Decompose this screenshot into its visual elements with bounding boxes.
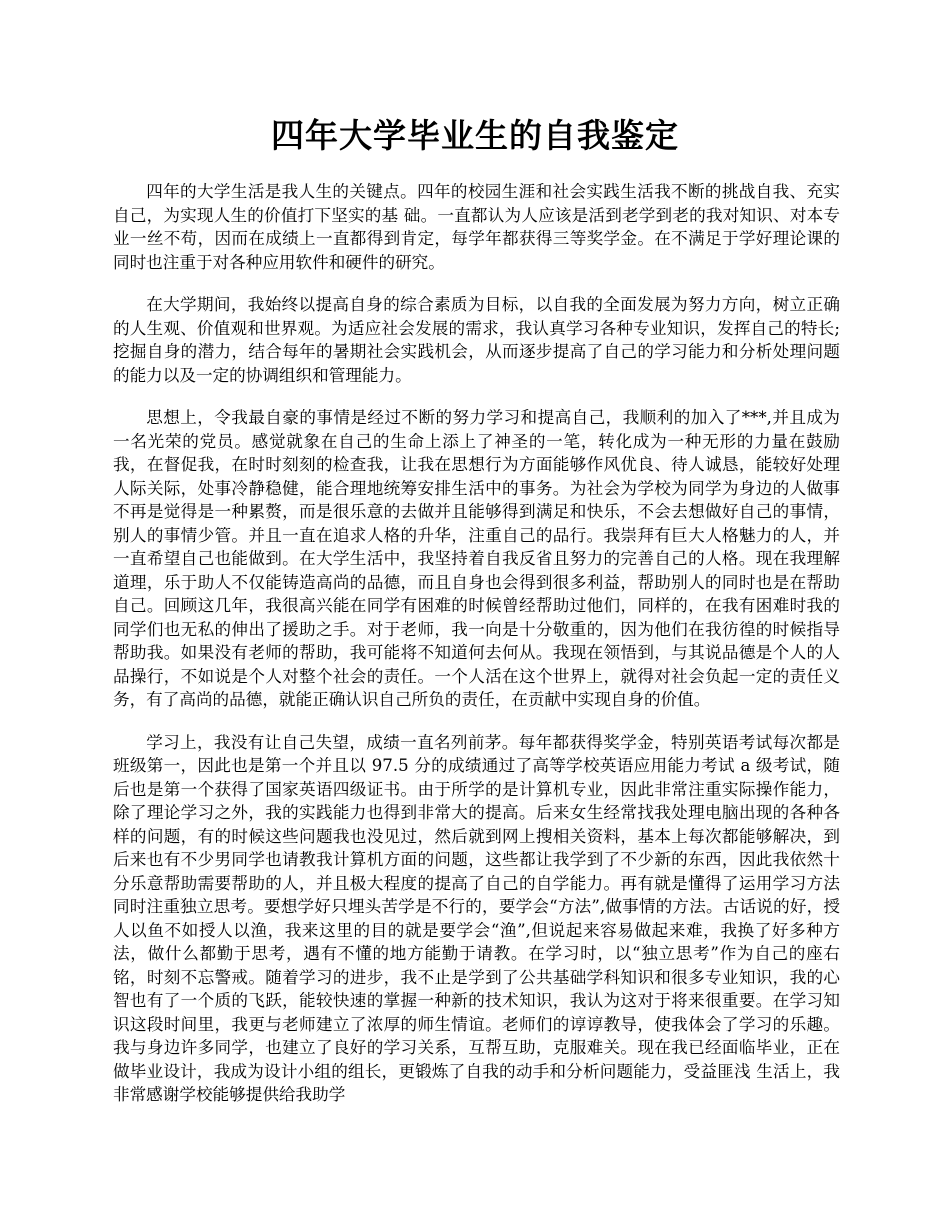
page-title: 四年大学毕业生的自我鉴定 bbox=[271, 116, 679, 155]
paragraph-study: 学习上，我没有让自己失望，成绩一直名列前茅。每年都获得奖学金，特别英语考试每次都是班级第一，因此也是第一个并且以 97.5 分的成绩通过了高等学校英语应用能力考试 a 级考试，随后也是第一个获得了国家英语四级证书。由于所学的是计算机专业，因此非常注重实际操作能力，除了理论学习之外，我的实践能力也得到非常大的提高。后来女生经常找我处理电脑出现的各种各样的问题，有的时候这些问题我也没见过，然后就到网上搜相关资料，基本上每次都能够解决，到后来也有不少男同学也请教我计算机方面的问题，这些都让我学到了不少新的东西，因此我依然十分乐意帮助需要帮助的人，并且极大程度的提高了自己的自学能力。再有就是懂得了运用学习方法同时注重独立思考。要想学好只埋头苦学是不行的，要学会“方法”,做事情的方法。古话说的好，授人以鱼不如授人以渔，我来这里的目的就是要学会“渔”,但说起来容易做起来难，我换了好多种方法，做什么都勤于思考，遇有不懂的地方能勤于请教。在学习时，以“独立思考”作为自己的座右铭，时刻不忘警戒。随着学习的进步，我不止是学到了公共基础学科知识和很多专业知识，我的心智也有了一个质的飞跃，能较快速的掌握一种新的技术知识，我认为这对于将来很重要。在学习知识这段时间里，我更与老师建立了浓厚的师生情谊。老师们的谆谆教导，使我体会了学习的乐趣。我与身边许多同学，也建立了良好的学习关系，互帮互助，克服难关。现在我已经面临毕业，正在做毕业设计，我成为设计小组的组长，更锻炼了自我的动手和分析问题能力，受益匪浅 生活上，我非常感谢学校能够提供给我助学 bbox=[113, 732, 840, 1104]
paragraph-ideology: 思想上，令我最自豪的事情是经过不断的努力学习和提高自己，我顺利的加入了***,并且成为一名光荣的党员。感觉就象在自己的生命上添上了神圣的一笔，转化成为一种无形的力量在鼓励我，在督促我，在时时刻刻的检查我，让我在思想行为方面能够作风优良、待人诚恳，能较好处理人际关际，处事冷静稳健，能合理地统筹安排生活中的事务。为社会为学校为同学为身边的人做事不再是觉得是一种累赘，而是很乐意的去做并且能够得到满足和快乐，不会去想做好自己的事情，别人的事情少管。并且一直在追求人格的升华，注重自己的品行。我崇拜有巨大人格魅力的人，并一直希望自己也能做到。在大学生活中，我坚持着自我反省且努力的完善自己的人格。现在我理解道理，乐于助人不仅能铸造高尚的品德，而且自身也会得到很多利益，帮助别人的同时也是在帮助自己。回顾这几年，我很高兴能在同学有困难的时候曾经帮助过他们，同样的，在我有困难时我的同学们也无私的伸出了援助之手。对于老师，我一向是十分敬重的，因为他们在我彷徨的时候指导帮助我。如果没有老师的帮助，我可能将不知道何去何从。我现在领悟到，与其说品德是个人的人品操行，不如说是个人对整个社会的责任。一个人活在这个世界上，就得对社会负起一定的责任义务，有了高尚的品德，就能正确认识自己所负的责任，在贡献中实现自身的价值。 bbox=[113, 408, 840, 709]
document-body bbox=[113, 180, 840, 1126]
paragraph-university-period: 在大学期间，我始终以提高自身的综合素质为目标，以自我的全面发展为努力方向，树立正确的人生观、价值观和世界观。为适应社会发展的需求，我认真学习各种专业知识，发挥自己的特长;挖掘自身的潜力，结合每年的暑期社会实践机会，从而逐步提高了自己的学习能力和分析处理问题的能力以及一定的协调组织和管理能力。 bbox=[113, 295, 840, 385]
paragraph-intro: 四年的大学生活是我人生的关键点。四年的校园生涯和社会实践生活我不断的挑战自我、充实自己，为实现人生的价值打下坚实的基 础。一直都认为人应该是活到老学到老的我对知识、对本专业一丝不苟，因而在成绩上一直都得到肯定，每学年都获得三等奖学金。在不满足于学好理论课的同时也注重于对各种应用软件和硬件的研究。 bbox=[113, 182, 840, 272]
